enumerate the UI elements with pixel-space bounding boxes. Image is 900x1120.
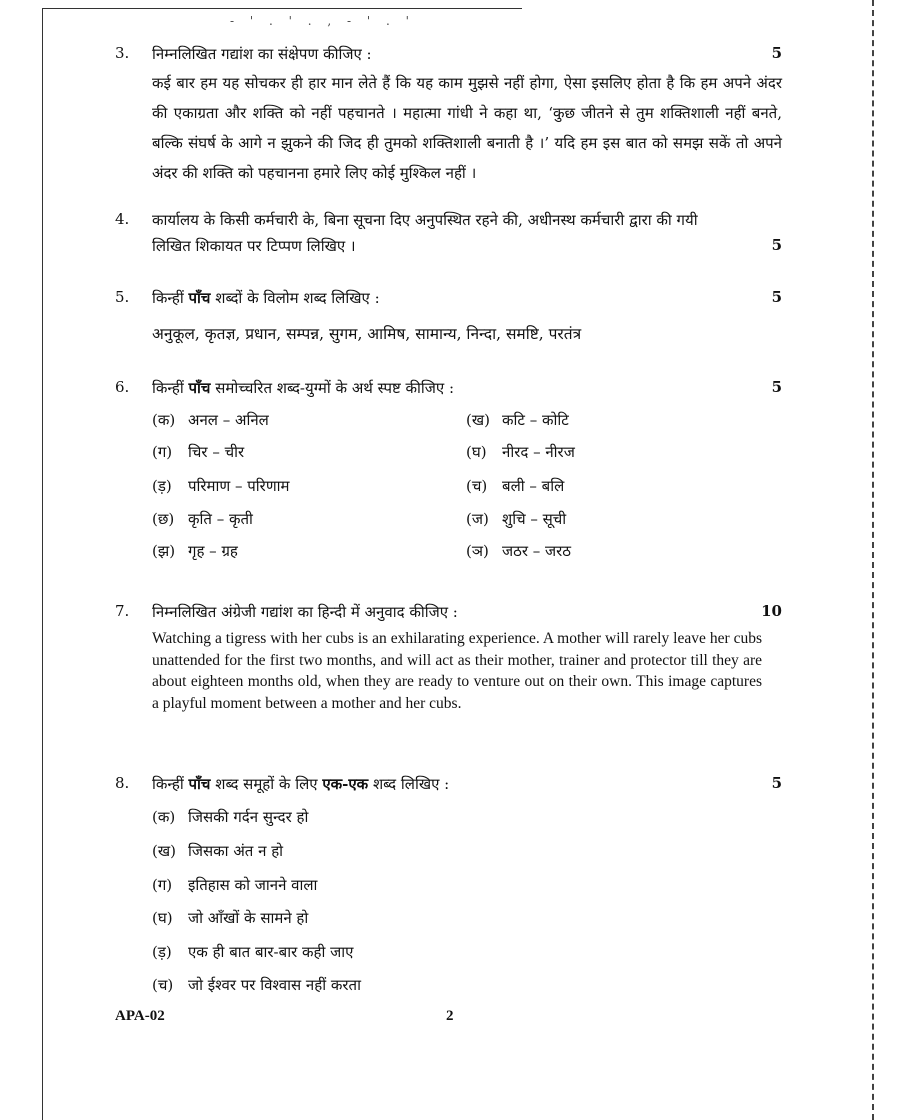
option-item (466, 442, 575, 462)
option-label: (क) (152, 808, 176, 826)
heading-emphasis: पाँच (188, 379, 211, 397)
scanned-right-edge (872, 0, 880, 1120)
option-label: (ज) (466, 510, 489, 528)
option-item (152, 807, 308, 827)
option-label: (ड़) (152, 477, 172, 495)
option-text: जिसका अंत न हो (188, 842, 284, 860)
option-label: (ञ) (466, 542, 489, 560)
option-text: जठर – जरठ (502, 542, 571, 560)
top-border-line (42, 8, 522, 9)
option-label: (च) (152, 976, 174, 994)
option-text: कटि – कोटि (502, 411, 569, 429)
option-item (152, 442, 244, 462)
question-number: 8. (115, 774, 130, 792)
option-item (152, 908, 308, 928)
option-text: चिर – चीर (188, 443, 245, 461)
question-heading (152, 378, 454, 398)
left-margin-line (42, 8, 43, 1120)
question-heading: निम्नलिखित अंग्रेजी गद्यांश का हिन्दी में अनुवाद कीजिए : (152, 603, 458, 621)
option-text: जिसकी गर्दन सुन्दर हो (188, 808, 309, 826)
option-item (466, 509, 566, 529)
option-text: जो ईश्वर पर विश्वास नहीं करता (188, 976, 361, 994)
option-label: (ग) (152, 443, 173, 461)
option-label: (ग) (152, 876, 173, 894)
option-label: (घ) (152, 909, 173, 927)
question-marks: 5 (771, 774, 782, 792)
question-marks: 10 (761, 602, 782, 620)
option-text: बली – बलि (502, 477, 565, 495)
heading-emphasis: एक-एक (322, 775, 369, 793)
option-text: इतिहास को जानने वाला (188, 876, 318, 894)
option-item (466, 410, 569, 430)
option-label: (झ) (152, 542, 176, 560)
paper-code: APA-02 (115, 1008, 165, 1024)
option-text: परिमाण – परिणाम (188, 477, 290, 495)
translation-passage: Watching a tigress with her cubs is an exhilarating experience. A mother will rarely leave her cubs unattended for the first two months, and will act as their mother, trainer and protector till they are about eighteen months old, when they are ready to venture out on their own. This image captures a playful moment between a mother and her cubs. (152, 630, 762, 712)
question-number: 3. (115, 44, 130, 62)
option-text: नीरद – नीरज (502, 443, 575, 461)
question-marks: 5 (771, 44, 782, 62)
option-item (152, 410, 269, 430)
question-heading-line-1: कार्यालय के किसी कर्मचारी के, बिना सूचना दिए अनुपस्थित रहने की, अधीनस्थ कर्मचारी द्वारा की गयी (152, 211, 698, 229)
question-marks: 5 (771, 378, 782, 396)
option-label: (ख) (466, 411, 490, 429)
question-number: 4. (115, 210, 130, 228)
option-item (466, 541, 571, 561)
question-heading-line-2: लिखित शिकायत पर टिप्पण लिखिए । (152, 237, 356, 255)
option-item (152, 942, 353, 962)
page-number: 2 (446, 1008, 454, 1024)
summary-passage: कई बार हम यह सोचकर ही हार मान लेते हैं कि यह काम मुझसे नहीं होगा, ऐसा इसलिए होता है कि हम अपने अंदर की एकाग्रता और शक्ति को नहीं पहचानते । महात्मा गांधी ने कहा था, ‘कुछ जीतने से तुम शक्तिशाली नहीं बनते, बल्कि संघर्ष के आगे न झुकने की जिद ही तुमको शक्तिशाली बनाती है ।’ यदि हम इस बात को समझ सकें तो अपने अंदर की शक्ति को पहचानना हमारे लिए कोई मुश्किल नहीं । (152, 74, 782, 182)
heading-text: शब्द लिखिए : (372, 775, 450, 793)
option-text: गृह – ग्रह (188, 542, 238, 560)
option-label: (छ) (152, 510, 175, 528)
question-number: 7. (115, 602, 130, 620)
option-label: (ड़) (152, 943, 172, 961)
heading-text: शब्दों के विलोम शब्द लिखिए : (215, 289, 380, 307)
question-marks: 5 (771, 236, 782, 254)
option-item (152, 841, 283, 861)
option-item (152, 975, 361, 995)
heading-text: किन्हीं (152, 775, 184, 793)
option-item (152, 476, 290, 496)
heading-text: शब्द समूहों के लिए (215, 775, 318, 793)
question-number: 5. (115, 288, 130, 306)
option-text: जो आँखों के सामने हो (188, 909, 309, 927)
question-marks: 5 (771, 288, 782, 306)
question-heading (152, 288, 380, 308)
question-number: 6. (115, 378, 130, 396)
antonym-word-list: अनुकूल, कृतज्ञ, प्रधान, सम्पन्न, सुगम, आमिष, सामान्य, निन्दा, समष्टि, परतंत्र (152, 325, 582, 343)
heading-text: किन्हीं (152, 379, 184, 397)
heading-emphasis: पाँच (188, 289, 211, 307)
heading-text: समोच्चरित शब्द-युग्मों के अर्थ स्पष्ट कीजिए : (215, 379, 455, 397)
option-label: (घ) (466, 443, 487, 461)
heading-emphasis: पाँच (188, 775, 211, 793)
option-label: (क) (152, 411, 176, 429)
option-item (152, 509, 253, 529)
option-text: अनल – अनिल (188, 411, 269, 429)
option-item (152, 875, 317, 895)
option-item (466, 476, 564, 496)
scan-specks: - ' . ' . , - ' . ' (230, 14, 415, 28)
option-label: (ख) (152, 842, 176, 860)
heading-text: किन्हीं (152, 289, 184, 307)
option-text: कृति – कृती (188, 510, 253, 528)
question-heading (152, 774, 449, 794)
option-item (152, 541, 238, 561)
option-text: शुचि – सूची (502, 510, 567, 528)
option-text: एक ही बात बार-बार कही जाए (188, 943, 354, 961)
option-label: (च) (466, 477, 488, 495)
question-heading: निम्नलिखित गद्यांश का संक्षेपण कीजिए : (152, 45, 372, 63)
